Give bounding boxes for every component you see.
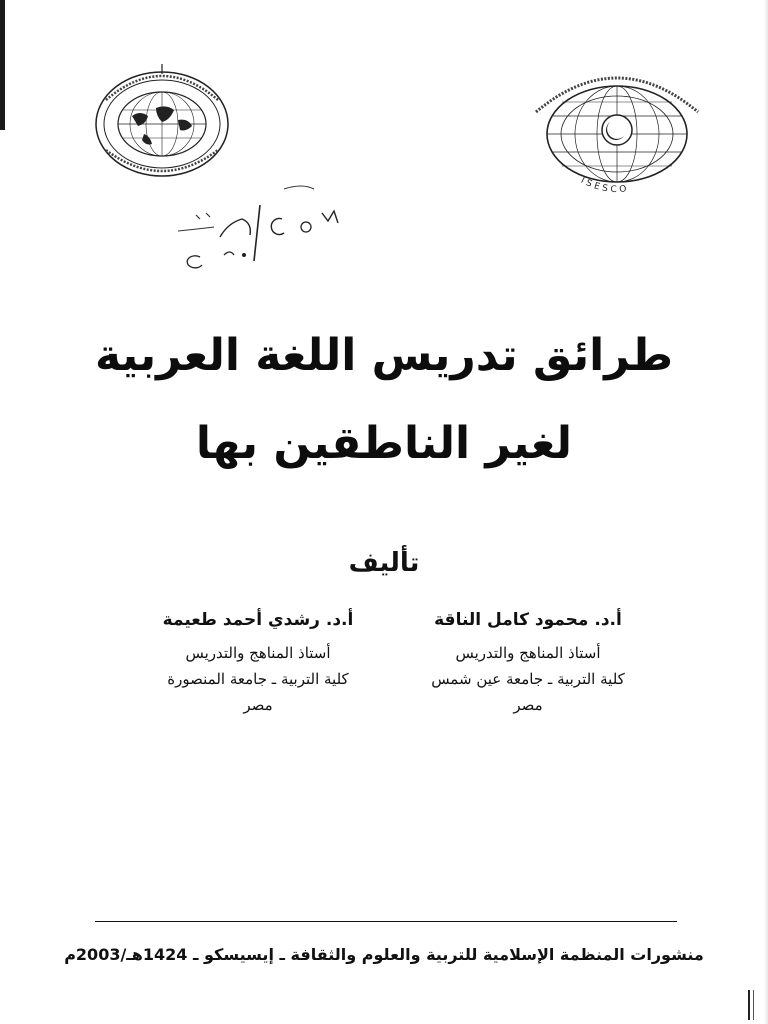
author-2-position: أستاذ المناهج والتدريس bbox=[185, 644, 331, 662]
author-heading: تأليف bbox=[348, 548, 420, 578]
handwriting-icon bbox=[160, 175, 360, 275]
author-1 bbox=[398, 610, 658, 722]
globe-seal-icon bbox=[92, 60, 232, 180]
book-title-line-2: لغير الناطقين بها bbox=[195, 418, 573, 469]
author-1-institution: كلية التربية ـ جامعة عين شمس bbox=[431, 670, 625, 688]
book-title-line-1: طرائق تدريس اللغة العربية bbox=[94, 330, 674, 381]
author-2-institution: كلية التربية ـ جامعة المنصورة bbox=[167, 670, 349, 688]
svg-text:ISESCO bbox=[579, 176, 630, 195]
author-2 bbox=[128, 610, 388, 722]
author-2-country: مصر bbox=[243, 696, 273, 714]
isesco-globe-icon bbox=[528, 72, 706, 200]
isesco-logo bbox=[528, 72, 706, 200]
footer-divider bbox=[95, 921, 677, 922]
isesco-label: ISESCO bbox=[579, 175, 631, 196]
islamic-call-society-seal-logo bbox=[92, 60, 232, 180]
handwritten-call-number bbox=[160, 175, 360, 275]
author-2-name: أ.د. رشدي أحمد طعيمة bbox=[162, 610, 354, 630]
scan-edge-left bbox=[0, 0, 5, 130]
author-1-name: أ.د. محمود كامل الناقة bbox=[434, 610, 622, 630]
scan-mark bbox=[748, 990, 754, 1020]
scan-edge-right bbox=[764, 0, 768, 1024]
author-1-country: مصر bbox=[513, 696, 543, 714]
publisher-line: منشورات المنظمة الإسلامية للتربية والعلوم والثقافة ـ إيسيسكو ـ 1424هـ/2003م bbox=[64, 945, 704, 964]
author-1-position: أستاذ المناهج والتدريس bbox=[455, 644, 601, 662]
